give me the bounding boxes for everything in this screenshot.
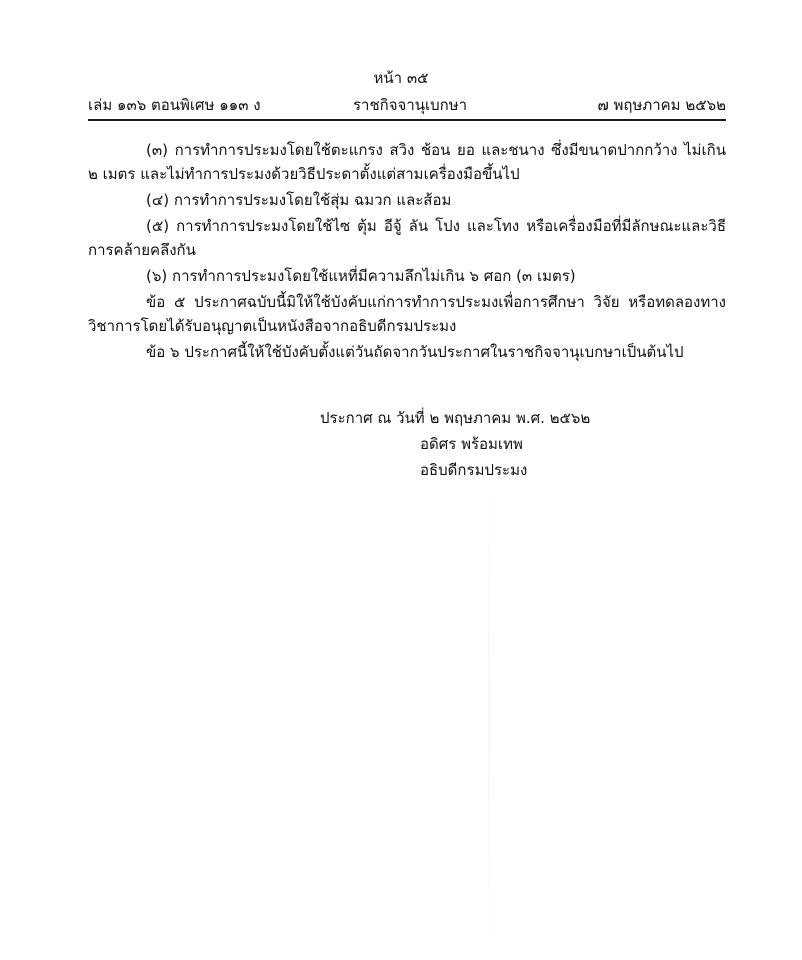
clause-5: (๕) การทำการประมงโดยใช้ไซ ตุ้ม อีจู้ ลัน โปง และโทง หรือเครื่องมือที่มีลักษณะและวิธีการคล้ายคลึงกัน [88, 217, 726, 259]
document-body [88, 138, 726, 366]
page-number: หน้า ๓๕ [373, 69, 429, 87]
header-divider [88, 119, 726, 121]
announcement-date: ประกาศ ณ วันที่ ๒ พฤษภาคม พ.ศ. ๒๕๖๒ [320, 409, 591, 427]
clause-4: (๔) การทำการประมงโดยใช้สุ่ม ฉมวก และส้อม [146, 191, 452, 209]
article-6: ข้อ ๖ ประกาศนี้ให้ใช้บังคับตั้งแต่วันถัดจากวันประกาศในราชกิจจานุเบกษาเป็นต้นไป [146, 343, 684, 361]
publication-name: ราชกิจจานุเบกษา [353, 96, 468, 114]
publication-date: ๗ พฤษภาคม ๒๕๖๒ [597, 96, 726, 114]
volume-issue: เล่ม ๑๓๖ ตอนพิเศษ ๑๑๓ ง [88, 96, 261, 114]
signatory-name: อดิศร พร้อมเทพ [420, 435, 523, 453]
paper-crease [488, 480, 490, 950]
article-5: ข้อ ๕ ประกาศฉบับนี้มิให้ใช้บังคับแก่การทำการประมงเพื่อการศึกษา วิจัย หรือทดลองทางวิชาการโดยได้รับอนุญาตเป็นหนังสือจากอธิบดีกรมประมง [88, 293, 726, 335]
clause-6: (๖) การทำการประมงโดยใช้แหที่มีความลึกไม่เกิน ๖ ศอก (๓ เมตร) [146, 267, 576, 285]
clause-3: (๓) การทำการประมงโดยใช้ตะแกรง สวิง ช้อน ยอ และชนาง ซึ่งมีขนาดปากกว้าง ไม่เกิน ๒ เมตร และไม่ทำการประมงด้วยวิธีประดาตั้งแต่สามเครื่องมือขึ้นไป [88, 141, 726, 183]
gazette-header [88, 95, 726, 115]
signatory-title: อธิบดีกรมประมง [420, 461, 528, 479]
